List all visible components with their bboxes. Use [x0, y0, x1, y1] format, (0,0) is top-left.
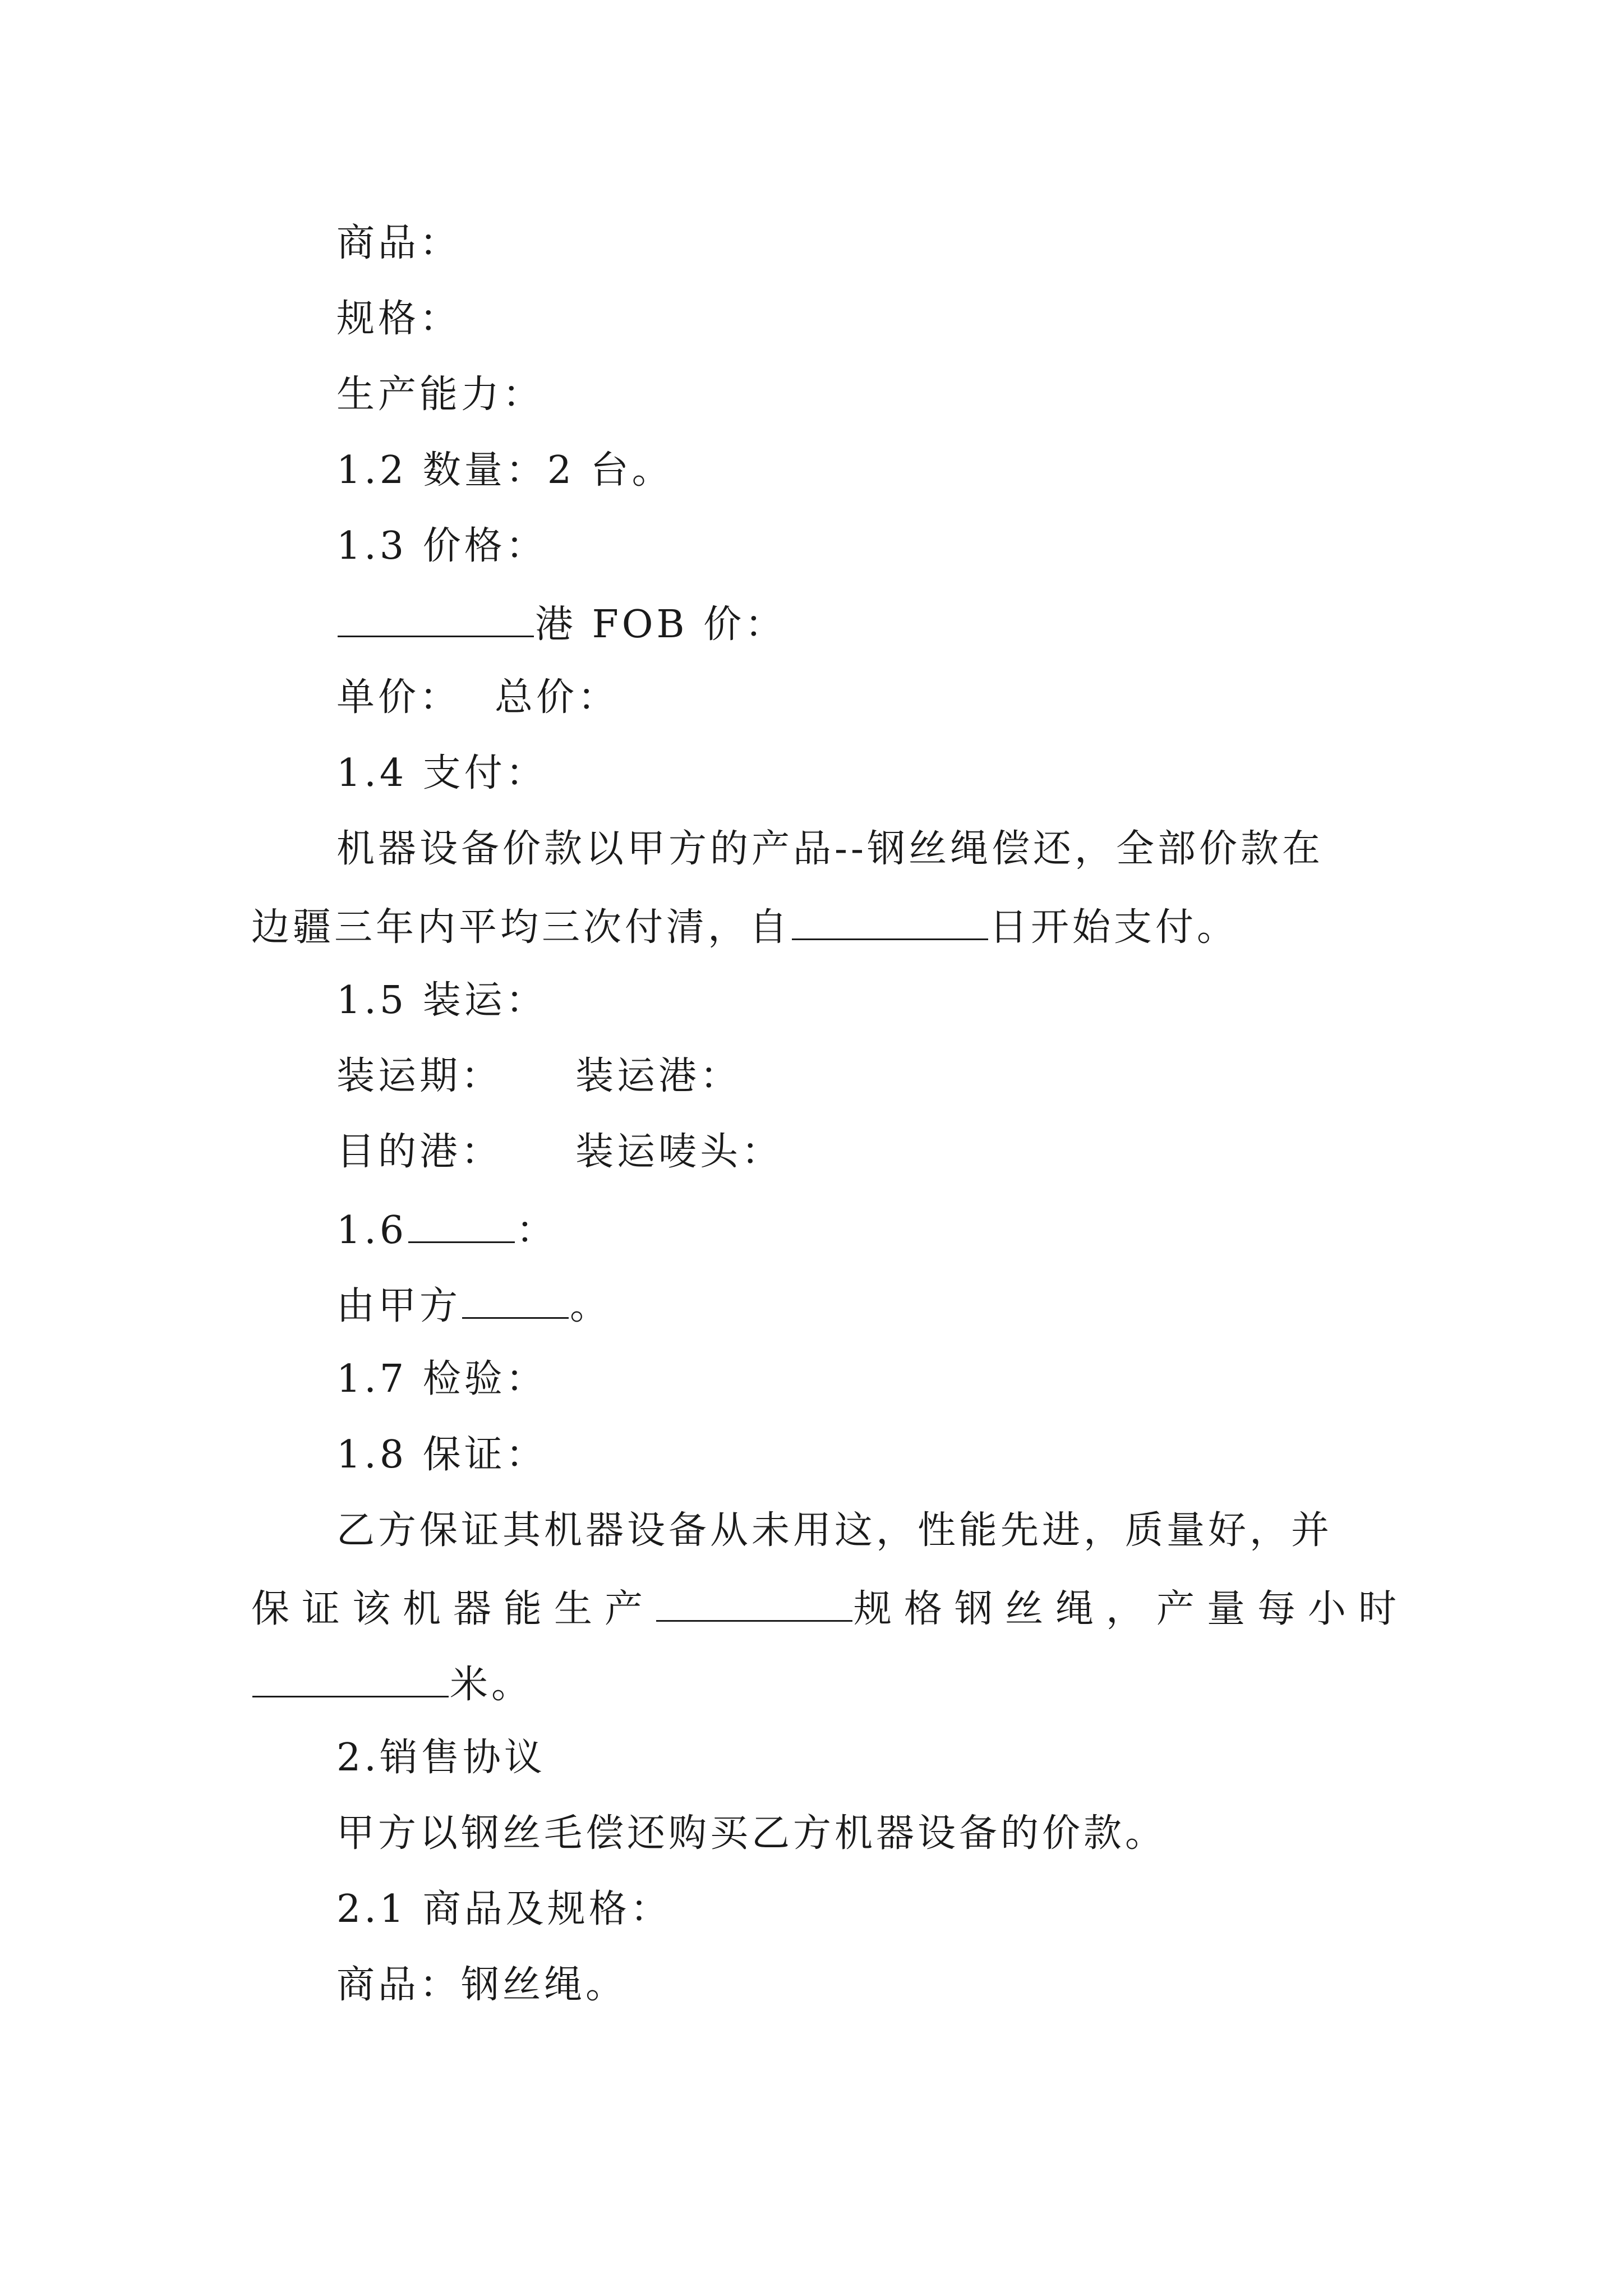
text-line-quantity [336, 448, 674, 493]
clause-2-1-goods-spec: 2.1 商品及规格： [336, 1887, 672, 1931]
blank-start-date [792, 906, 988, 940]
text-line-unit-total [336, 675, 620, 720]
label-goods: 商品： [336, 221, 462, 265]
text-line-fob [336, 602, 787, 647]
text-line-capacity [336, 372, 545, 417]
clause-1-3-price: 1.3 价格： [336, 524, 547, 568]
blank-clause-1-6 [408, 1209, 515, 1243]
sales-text: 甲方以钢丝毛偿还购买乙方机器设备的价款。 [336, 1811, 1167, 1856]
guarantee-text-3: 规格钢丝绳，产量每小时 [854, 1587, 1409, 1631]
text-line-goods [336, 221, 462, 265]
label-loading-port: 装运港： [575, 1054, 742, 1098]
text-line-inspection [336, 1357, 547, 1401]
blank-rope-spec [656, 1588, 852, 1622]
text-line-spec [336, 297, 462, 341]
paragraph-guarantee-line-1 [336, 1508, 1333, 1553]
guarantee-text-2: 保证该机器能生产 [251, 1587, 656, 1631]
text-line-destination [336, 1130, 783, 1174]
text-line-goods-spec [336, 1887, 672, 1931]
label-by-party-a: 由甲方 [336, 1284, 462, 1328]
label-destination-port: 目的港： [336, 1130, 503, 1174]
guarantee-text-1: 乙方保证其机器设备从未用这，性能先进，质量好，并 [336, 1508, 1333, 1553]
label-capacity: 生产能力： [336, 372, 545, 417]
goods-wire-rope: 商品：钢丝绳。 [336, 1963, 628, 2007]
text-line-goods-rope [336, 1963, 628, 2007]
text-line-payment [336, 751, 547, 795]
text-line-1-6 [336, 1208, 558, 1253]
blank-party-a [462, 1285, 569, 1319]
paragraph-payment-line-2 [251, 905, 1239, 950]
text-line-guarantee [336, 1433, 547, 1477]
text-line-party-a [336, 1285, 611, 1326]
clause-1-4-payment: 1.4 支付： [336, 751, 547, 795]
clause-1-6-number: 1.6 [336, 1208, 408, 1253]
label-total-price: 总价： [495, 675, 620, 720]
text-line-price [336, 524, 547, 568]
label-spec: 规格： [336, 297, 462, 341]
label-shipment-period: 装运期： [336, 1054, 503, 1098]
text-line-sales-agreement [336, 1736, 546, 1780]
paragraph-payment-line-1 [336, 827, 1324, 871]
guarantee-text-4: 米。 [450, 1663, 533, 1707]
payment-text-2: 边疆三年内平均三次付清，自 [251, 905, 791, 950]
payment-text-3: 日开始支付。 [989, 905, 1239, 950]
clause-1-7-inspection: 1.7 检验： [336, 1357, 547, 1401]
paragraph-guarantee-line-3 [251, 1663, 533, 1707]
clause-1-5-shipment: 1.5 装运： [336, 978, 547, 1023]
label-shipping-mark: 装运唛头： [575, 1130, 783, 1174]
label-fob-price: 港 FOB 价： [535, 602, 787, 647]
label-unit-price: 单价： [336, 675, 462, 720]
clause-1-8-guarantee: 1.8 保证： [336, 1433, 547, 1477]
text-line-shipment [336, 978, 547, 1023]
blank-port [338, 603, 534, 637]
clause-1-2-quantity: 1.2 数量：2 台。 [336, 448, 674, 493]
payment-text-1: 机器设备价款以甲方的产品--钢丝绳偿还，全部价款在 [336, 827, 1324, 871]
blank-output-per-hour [252, 1663, 449, 1697]
clause-1-6-colon: ： [516, 1208, 558, 1253]
period: 。 [570, 1284, 612, 1328]
text-line-shipment-period [336, 1054, 742, 1098]
paragraph-guarantee-line-2 [251, 1587, 1409, 1631]
paragraph-sales [336, 1811, 1167, 1856]
section-2-sales-agreement: 2.销售协议 [336, 1736, 546, 1780]
